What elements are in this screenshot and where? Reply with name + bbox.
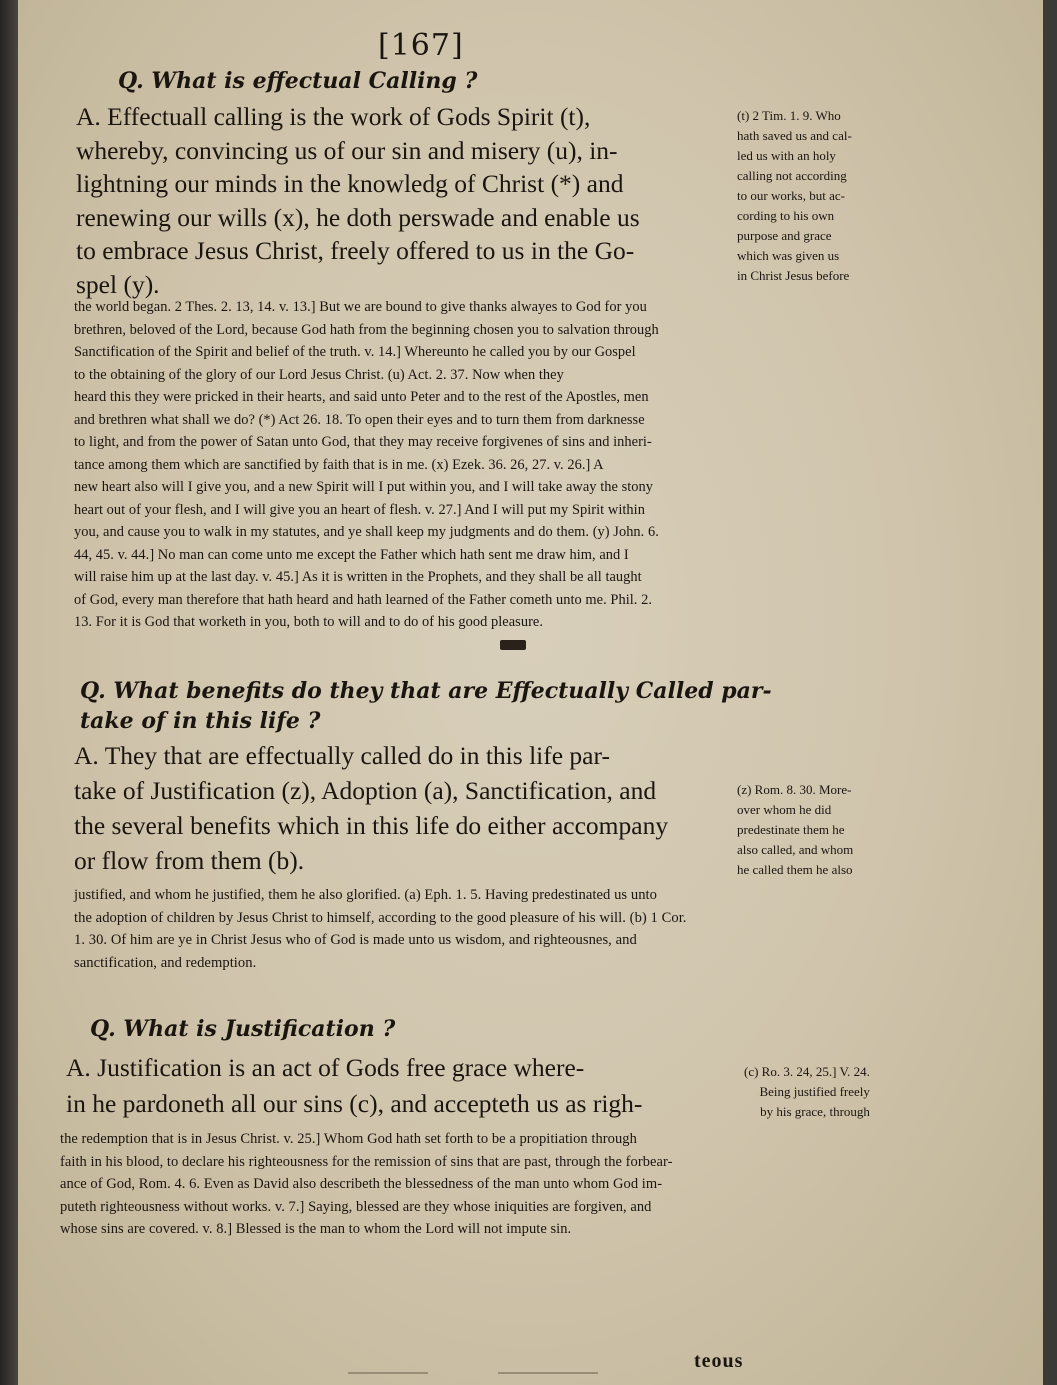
note-line: sanctification, and redemption.: [74, 954, 257, 971]
margin-note-line: he called them he also: [737, 862, 853, 877]
printer-ornament: [500, 640, 526, 650]
margin-note-line: purpose and grace: [737, 228, 832, 243]
question-1-heading: Q. What is effectual Calling ?: [118, 68, 478, 94]
margin-note-line: in Christ Jesus before: [737, 268, 850, 283]
answer-1-line: lightning our minds in the knowledg of Christ (*) and: [76, 169, 624, 198]
note-line: 44, 45. v. 44.] No man can come unto me except the Father which hath sent me draw him, and I: [74, 546, 629, 563]
note-line: 13. For it is God that worketh in you, both to will and to do of his good pleasure.: [74, 614, 544, 630]
note-line: Sanctification of the Spirit and belief of the truth. v. 14.] Whereunto he called you by our Gospel: [74, 344, 636, 360]
note-line: of God, every man therefore that hath heard and hath learned of the Father cometh unto me. Phil. 2.: [74, 591, 652, 608]
page-gutter-shadow: [0, 0, 18, 1385]
margin-note-line: calling not according: [737, 168, 847, 183]
note-line: faith in his blood, to declare his righteousness for the remission of sins that are past, through the forbear-: [60, 1153, 673, 1170]
scripture-notes-1: [74, 296, 659, 634]
bottom-rule: [348, 1372, 428, 1374]
margin-note-line: led us with an holy: [737, 148, 836, 163]
answer-2-line: the several benefits which in this life do either accompany: [74, 811, 669, 840]
note-line: brethren, beloved of the Lord, because God hath from the beginning chosen you to salvation through: [74, 321, 659, 338]
margin-note-1: [737, 106, 852, 286]
margin-note-line: (z) Rom. 8. 30. More-: [737, 782, 852, 797]
margin-note-3: [744, 1062, 870, 1122]
note-line: to light, and from the power of Satan unto God, that they may receive forgivenes of sins and inheri-: [74, 434, 652, 450]
margin-note-line: cording to his own: [737, 208, 835, 223]
note-line: the adoption of children by Jesus Christ to himself, according to the good pleasure of his will. (b) 1 Cor.: [74, 909, 687, 926]
margin-note-line: (c) Ro. 3. 24, 25.] V. 24.: [744, 1064, 870, 1079]
margin-note-2: [737, 780, 853, 880]
note-line: and brethren what shall we do? (*) Act 26. 18. To open their eyes and to turn them from darknesse: [74, 411, 645, 428]
note-line: puteth righteousness without works. v. 7.] Saying, blessed are they whose iniquities are forgiven, and: [60, 1198, 652, 1215]
answer-1-line: spel (y).: [76, 269, 160, 299]
answer-2-line: A. They that are effectually called do in this life par-: [74, 741, 610, 770]
page-number: [167]: [378, 28, 464, 63]
answer-2-text: [74, 738, 668, 878]
answer-1-line: whereby, convincing us of our sin and misery (u), in-: [76, 135, 618, 165]
note-line: new heart also will I give you, and a new Spirit will I put within you, and I will take away the stony: [74, 479, 654, 495]
answer-1-text: [76, 100, 640, 301]
answer-2-line: take of Justification (z), Adoption (a), Sanctification, and: [74, 776, 657, 805]
note-line: the redemption that is in Jesus Christ. v. 25.] Whom God hath set forth to be a propitiation through: [60, 1131, 637, 1147]
margin-note-line: by his grace, through: [760, 1104, 870, 1119]
scripture-notes-2: [74, 884, 687, 974]
question-3-heading: Q. What is Justification ?: [90, 1016, 396, 1042]
note-line: to the obtaining of the glory of our Lord Jesus Christ. (u) Act. 2. 37. Now when they: [74, 366, 564, 383]
answer-3-line: A. Justification is an act of Gods free grace where-: [66, 1053, 585, 1082]
margin-note-line: also called, and whom: [737, 842, 854, 857]
note-line: justified, and whom he justified, them he also glorified. (a) Eph. 1. 5. Having predestinated us unto: [74, 887, 657, 903]
question-2-line: take of in this life ?: [80, 708, 321, 734]
note-line: heart out of your flesh, and I will give you an heart of flesh. v. 27.] And I will put my Spirit within: [74, 501, 645, 518]
answer-2-line: or flow from them (b).: [74, 846, 305, 875]
answer-1-line: to embrace Jesus Christ, freely offered to us in the Go-: [76, 236, 635, 265]
question-2-line: Q. What benefits do they that are Effectually Called par-: [80, 678, 772, 704]
note-line: whose sins are covered. v. 8.] Blessed is the man to whom the Lord will not impute sin.: [60, 1221, 572, 1237]
answer-1-line: renewing our wills (x), he doth perswade and enable us: [76, 202, 640, 232]
note-line: the world began. 2 Thes. 2. 13, 14. v. 13.] But we are bound to give thanks alwayes to God for you: [74, 299, 647, 315]
note-line: you, and cause you to walk in my statutes, and ye shall keep my judgments and do them. (y) John. 6.: [74, 524, 659, 540]
margin-note-line: over whom he did: [737, 802, 832, 817]
book-page: [18, 0, 1043, 1385]
margin-note-line: Being justified freely: [759, 1084, 870, 1099]
margin-note-line: to our works, but ac-: [737, 188, 845, 203]
answer-3-text: [66, 1050, 642, 1122]
bottom-rule: [498, 1372, 598, 1374]
margin-note-line: predestinate them he: [737, 822, 845, 837]
catchword: teous: [694, 1350, 744, 1372]
note-line: will raise him up at the last day. v. 45.] As it is written in the Prophets, and they shall be all taught: [74, 569, 642, 585]
scripture-notes-3: [60, 1128, 672, 1241]
answer-3-line: in he pardoneth all our sins (c), and accepteth us as righ-: [66, 1089, 643, 1118]
answer-1-line: A. Effectuall calling is the work of Gods Spirit (t),: [76, 102, 591, 131]
note-line: tance among them which are sanctified by faith that is in me. (x) Ezek. 36. 26, 27. v. 26.] A: [74, 456, 604, 473]
question-2-heading: [80, 676, 772, 736]
margin-note-line: (t) 2 Tim. 1. 9. Who: [737, 108, 841, 123]
margin-note-line: which was given us: [737, 248, 840, 263]
note-line: ance of God, Rom. 4. 6. Even as David also describeth the blessedness of the man unto whom God im-: [60, 1176, 663, 1192]
margin-note-line: hath saved us and cal-: [737, 128, 852, 143]
note-line: heard this they were pricked in their hearts, and said unto Peter and to the rest of the Apostles, men: [74, 389, 649, 405]
note-line: 1. 30. Of him are ye in Christ Jesus who of God is made unto us wisdom, and righteousnes, and: [74, 932, 637, 948]
